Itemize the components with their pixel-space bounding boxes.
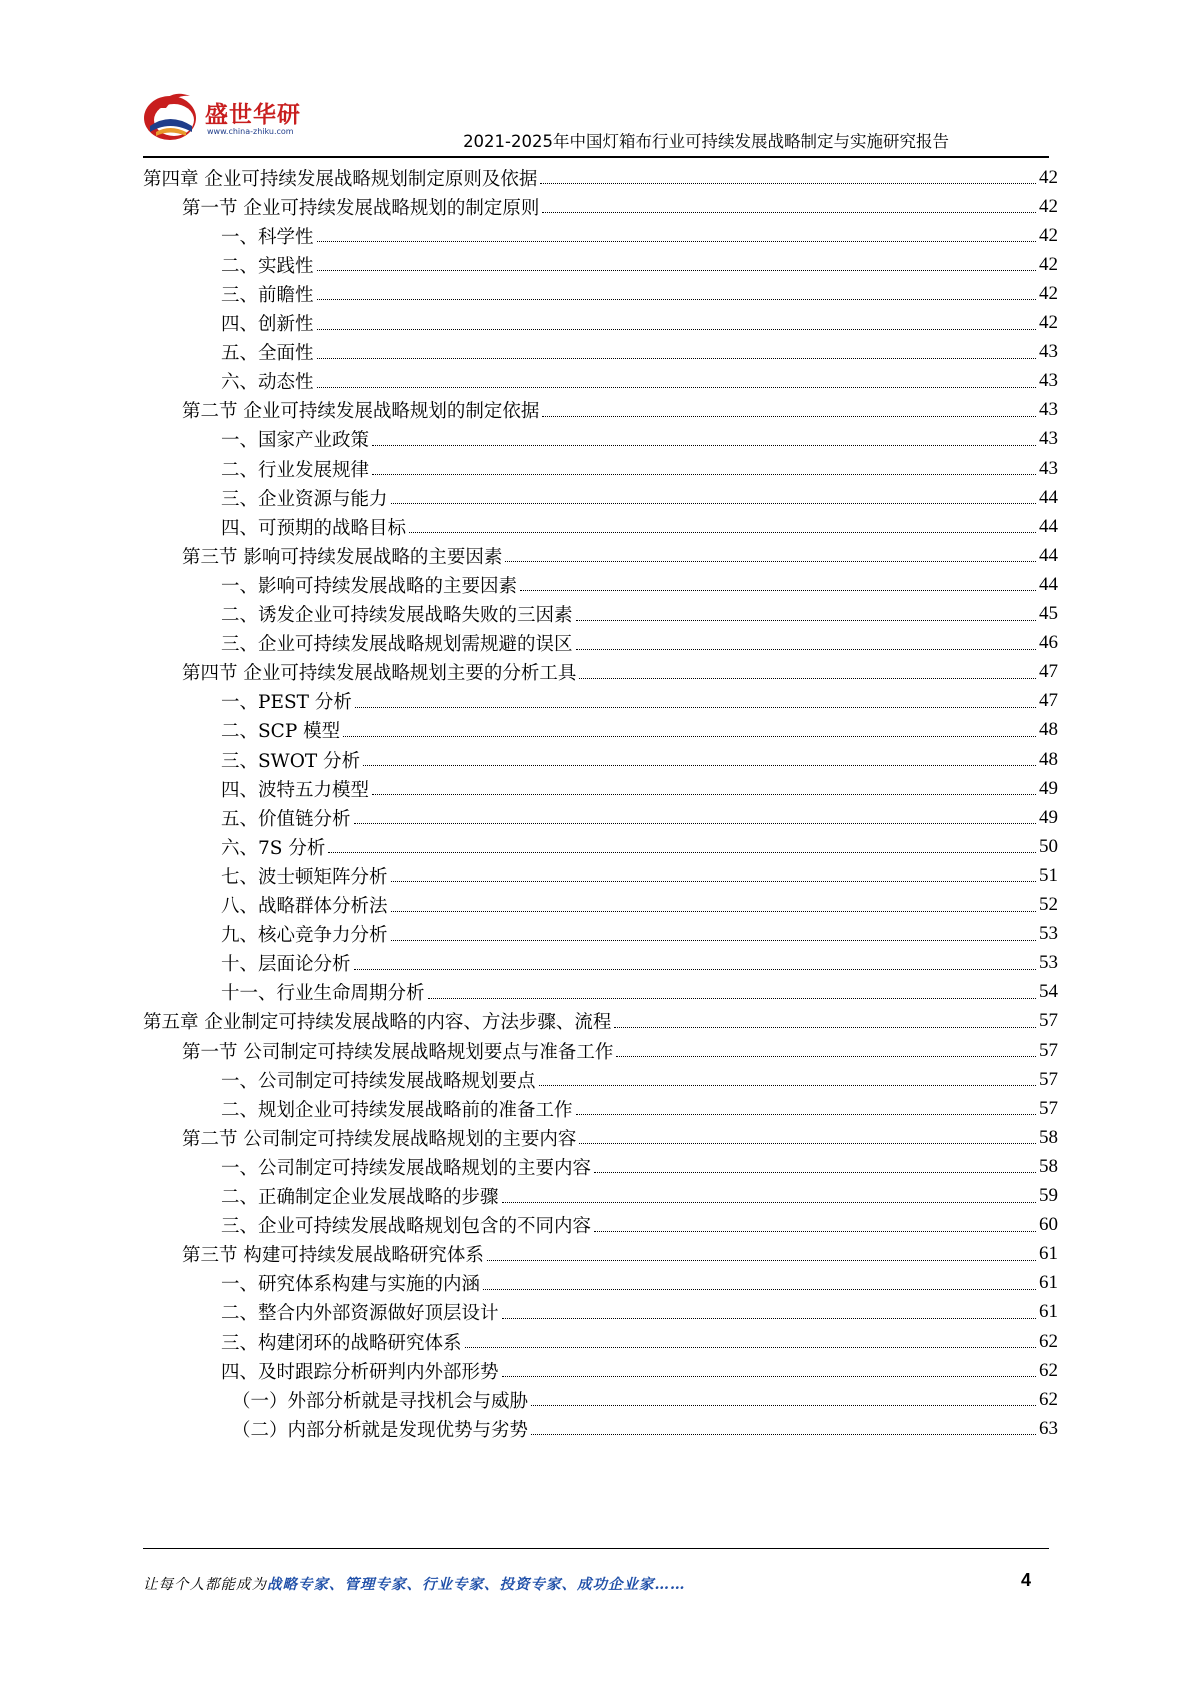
toc-entry[interactable] [221,1181,1058,1212]
toc-entry-page: 62 [1039,1330,1058,1352]
toc-entry-page: 60 [1039,1214,1058,1236]
toc-dot-leader [317,387,1036,388]
toc-entry-title: 一、影响可持续发展战略的主要因素 [221,575,518,597]
toc-entry-title: 二、行业发展规律 [221,459,370,481]
toc-entry-title: 第二节 企业可持续发展战略规划的制定依据 [182,401,540,423]
toc-entry[interactable] [232,1384,1058,1415]
toc-entry[interactable] [221,1064,1058,1095]
toc-entry[interactable] [221,628,1058,659]
logo-url: www.china-zhiku.com [207,127,294,136]
toc-entry-title: 二、规划企业可持续发展战略前的准备工作 [221,1099,573,1121]
slogan-roles: 战略专家、管理专家、行业专家、投资专家、成功企业家…… [267,1576,686,1593]
toc-entry[interactable] [182,395,1058,426]
toc-entry-page: 62 [1039,1388,1058,1410]
toc-entry[interactable] [221,482,1058,513]
toc-entry-title: 八、战略群体分析法 [221,896,388,917]
toc-dot-leader [328,852,1036,853]
toc-entry-page: 42 [1039,166,1058,188]
toc-entry-title: 一、国家产业政策 [221,430,370,452]
toc-dot-leader [465,1347,1036,1348]
toc-entry-page: 51 [1039,864,1058,886]
slogan-prefix: 让每个人都能成为 [143,1577,267,1593]
toc-entry-page: 44 [1039,486,1058,508]
toc-dot-leader [502,1376,1036,1377]
toc-entry-title: 一、研究体系构建与实施的内涵 [221,1274,481,1296]
toc-entry[interactable] [221,1326,1058,1357]
toc-entry-page: 58 [1039,1155,1058,1177]
toc-dot-leader [343,736,1036,737]
toc-entry[interactable] [221,453,1058,484]
toc-entry-title: 第四章 企业可持续发展战略规划制定原则及依据 [143,168,538,190]
toc-entry-title: 七、波士顿矩阵分析 [221,866,388,888]
toc-entry-page: 43 [1039,399,1058,421]
toc-entry[interactable] [221,977,1058,1008]
toc-dot-leader [372,474,1036,475]
toc-entry-page: 57 [1039,1010,1058,1032]
toc-entry-title: 三、企业可持续发展战略规划包含的不同内容 [221,1216,592,1238]
toc-entry-title: 三、SWOT 分析 [221,750,361,772]
toc-entry[interactable] [221,802,1058,833]
toc-entry-page: 48 [1039,748,1058,770]
toc-dot-leader [391,911,1036,912]
toc-dot-leader [391,940,1036,941]
toc-entry-title: 第一节 企业可持续发展战略规划的制定原则 [182,197,540,219]
toc-entry-page: 43 [1039,370,1058,392]
toc-dot-leader [579,1143,1036,1144]
toc-entry-page: 43 [1039,428,1058,450]
footer-slogan [143,1573,686,1594]
toc-entry-page: 42 [1039,312,1058,333]
toc-entry[interactable] [182,1035,1058,1066]
report-title: 2021-2025年中国灯箱布行业可持续发展战略制定与实施研究报告 [463,132,949,151]
toc-entry-page: 43 [1039,341,1058,363]
toc-entry-page: 44 [1039,544,1058,566]
toc-entry-title: 二、正确制定企业发展战略的步骤 [221,1187,499,1208]
toc-entry-page: 62 [1039,1359,1058,1381]
toc-entry-title: 第一节 公司制定可持续发展战略规划要点与准备工作 [182,1041,614,1063]
toc-entry-page: 47 [1039,661,1058,683]
toc-entry-page: 49 [1039,777,1058,799]
toc-entry[interactable] [221,773,1058,804]
toc-entry-title: 二、整合内外部资源做好顶层设计 [221,1303,499,1325]
toc-entry[interactable] [221,424,1058,455]
toc-dot-leader [520,590,1036,591]
toc-entry[interactable] [143,1006,1058,1037]
header-divider [143,156,1049,158]
toc-entry[interactable] [221,890,1058,921]
toc-entry-title: 二、诱发企业可持续发展战略失败的三因素 [221,605,573,626]
toc-entry-page: 57 [1039,1039,1058,1061]
toc-entry[interactable] [221,1268,1058,1299]
toc-entry-title: 六、7S 分析 [221,837,326,859]
toc-dot-leader [317,329,1036,330]
toc-dot-leader [505,561,1036,562]
toc-dot-leader [391,503,1036,504]
toc-dot-leader [540,183,1036,184]
page-header [0,0,1191,160]
toc-entry-title: 三、企业资源与能力 [221,488,388,510]
toc-entry[interactable] [182,657,1058,688]
toc-entry-page: 46 [1039,632,1058,654]
toc-dot-leader [576,1114,1036,1115]
toc-entry[interactable] [232,1413,1058,1444]
toc-entry[interactable] [221,308,1058,339]
toc-dot-leader [317,241,1036,242]
toc-entry-page: 43 [1039,457,1058,479]
toc-entry[interactable] [182,540,1058,571]
toc-entry-page: 42 [1039,195,1058,217]
toc-entry-page: 58 [1039,1126,1058,1148]
toc-dot-leader [483,1289,1036,1290]
toc-entry-page: 44 [1039,515,1058,537]
toc-entry-page: 52 [1039,894,1058,915]
toc-entry[interactable] [182,191,1058,222]
toc-entry-title: 四、可预期的战略目标 [221,517,407,539]
toc-entry-page: 54 [1039,981,1058,1003]
toc-dot-leader [354,823,1036,824]
toc-entry-title: 第四节 企业可持续发展战略规划主要的分析工具 [182,663,577,685]
toc-entry[interactable] [221,1297,1058,1328]
toc-entry-page: 57 [1039,1097,1058,1119]
toc-entry[interactable] [221,686,1058,717]
toc-dot-leader [372,445,1036,446]
toc-entry-title: 二、SCP 模型 [221,721,341,743]
logo-wordmark: 盛世华研 [205,102,301,128]
toc-entry-page: 61 [1039,1243,1058,1265]
toc-entry-title: 二、实践性 [221,255,314,277]
toc-entry-title: 五、价值链分析 [221,808,351,830]
toc-entry[interactable] [221,1355,1058,1386]
toc-entry-title: 六、动态性 [221,372,314,394]
toc-entry-page: 53 [1039,923,1058,945]
toc-entry-page: 42 [1039,224,1058,246]
toc-entry[interactable] [221,831,1058,862]
toc-entry[interactable] [221,220,1058,251]
toc-dot-leader [409,532,1036,533]
toc-entry[interactable] [182,1239,1058,1270]
toc-dot-leader [354,969,1036,970]
toc-entry-page: 42 [1039,253,1058,275]
toc-entry[interactable] [221,511,1058,542]
toc-entry[interactable] [182,1122,1058,1153]
toc-entry-page: 47 [1039,690,1058,712]
toc-entry-title: 一、科学性 [221,226,314,248]
toc-entry-title: 四、及时跟踪分析研判内外部形势 [221,1361,499,1383]
toc-entry[interactable] [221,715,1058,746]
toc-entry-page: 42 [1039,282,1058,304]
toc-entry-title: 四、波特五力模型 [221,779,370,801]
toc-dot-leader [594,1231,1036,1232]
toc-dot-leader [317,270,1036,271]
toc-dot-leader [539,1085,1036,1086]
toc-dot-leader [579,678,1036,679]
toc-entry-page: 44 [1039,573,1058,595]
toc-entry-title: 十一、行业生命周期分析 [221,983,425,1005]
toc-entry[interactable] [221,249,1058,280]
toc-entry-page: 50 [1039,835,1058,857]
toc-entry-title: 三、企业可持续发展战略规划需规避的误区 [221,634,573,656]
toc-entry-title: 三、构建闭环的战略研究体系 [221,1332,462,1354]
toc-dot-leader [487,1260,1036,1261]
toc-dot-leader [531,1434,1036,1435]
toc-entry-title: 第三节 构建可持续发展战略研究体系 [182,1245,484,1267]
toc-dot-leader [614,1027,1036,1028]
toc-dot-leader [363,765,1036,766]
toc-dot-leader [391,881,1036,882]
toc-entry[interactable] [221,948,1058,979]
toc-entry[interactable] [221,599,1058,630]
toc-entry[interactable] [221,569,1058,600]
toc-entry[interactable] [221,366,1058,397]
toc-entry[interactable] [221,1151,1058,1182]
toc-dot-leader [576,620,1036,621]
toc-entry-page: 49 [1039,806,1058,828]
toc-dot-leader [317,358,1036,359]
footer-divider [143,1548,1049,1549]
toc-entry-page: 63 [1039,1417,1058,1439]
toc-entry[interactable] [221,337,1058,368]
toc-entry-title: 第三节 影响可持续发展战略的主要因素 [182,546,503,568]
toc-dot-leader [616,1056,1036,1057]
toc-entry-page: 53 [1039,952,1058,974]
toc-dot-leader [542,416,1036,417]
toc-entry[interactable] [221,744,1058,775]
toc-entry[interactable] [221,919,1058,950]
toc-entry-title: 第二节 公司制定可持续发展战略规划的主要内容 [182,1128,577,1150]
toc-dot-leader [355,707,1036,708]
toc-entry-title: 一、PEST 分析 [221,692,352,714]
toc-dot-leader [594,1172,1036,1173]
toc-entry[interactable] [221,1093,1058,1124]
toc-entry-title: 四、创新性 [221,314,314,335]
toc-entry-page: 48 [1039,719,1058,741]
toc-entry-page: 45 [1039,603,1058,624]
toc-entry-title: 一、公司制定可持续发展战略规划要点 [221,1070,536,1092]
toc-dot-leader [502,1202,1036,1203]
toc-entry[interactable] [221,860,1058,891]
toc-entry-title: 十、层面论分析 [221,954,351,976]
toc-entry-page: 61 [1039,1301,1058,1323]
toc-entry-title: 一、公司制定可持续发展战略规划的主要内容 [221,1157,592,1179]
toc-entry-title: （二）内部分析就是发现优势与劣势 [232,1419,529,1441]
toc-entry-title: 第五章 企业制定可持续发展战略的内容、方法步骤、流程 [143,1012,612,1034]
toc-dot-leader [542,212,1036,213]
toc-entry-title: 五、全面性 [221,343,314,365]
toc-entry[interactable] [143,162,1058,193]
toc-dot-leader [428,998,1036,999]
toc-entry-title: （一）外部分析就是寻找机会与威胁 [232,1390,529,1412]
toc-dot-leader [576,649,1036,650]
toc-dot-leader [502,1318,1036,1319]
toc-entry-title: 九、核心竞争力分析 [221,925,388,947]
page-number: 4 [1020,1570,1031,1590]
toc-entry[interactable] [221,278,1058,309]
toc-entry-title: 三、前瞻性 [221,284,314,306]
toc-dot-leader [372,794,1036,795]
toc-entry-page: 59 [1039,1185,1058,1206]
toc-dot-leader [317,299,1036,300]
toc-entry-page: 61 [1039,1272,1058,1294]
toc-dot-leader [531,1405,1036,1406]
toc-entry[interactable] [221,1210,1058,1241]
toc-entry-page: 57 [1039,1068,1058,1090]
